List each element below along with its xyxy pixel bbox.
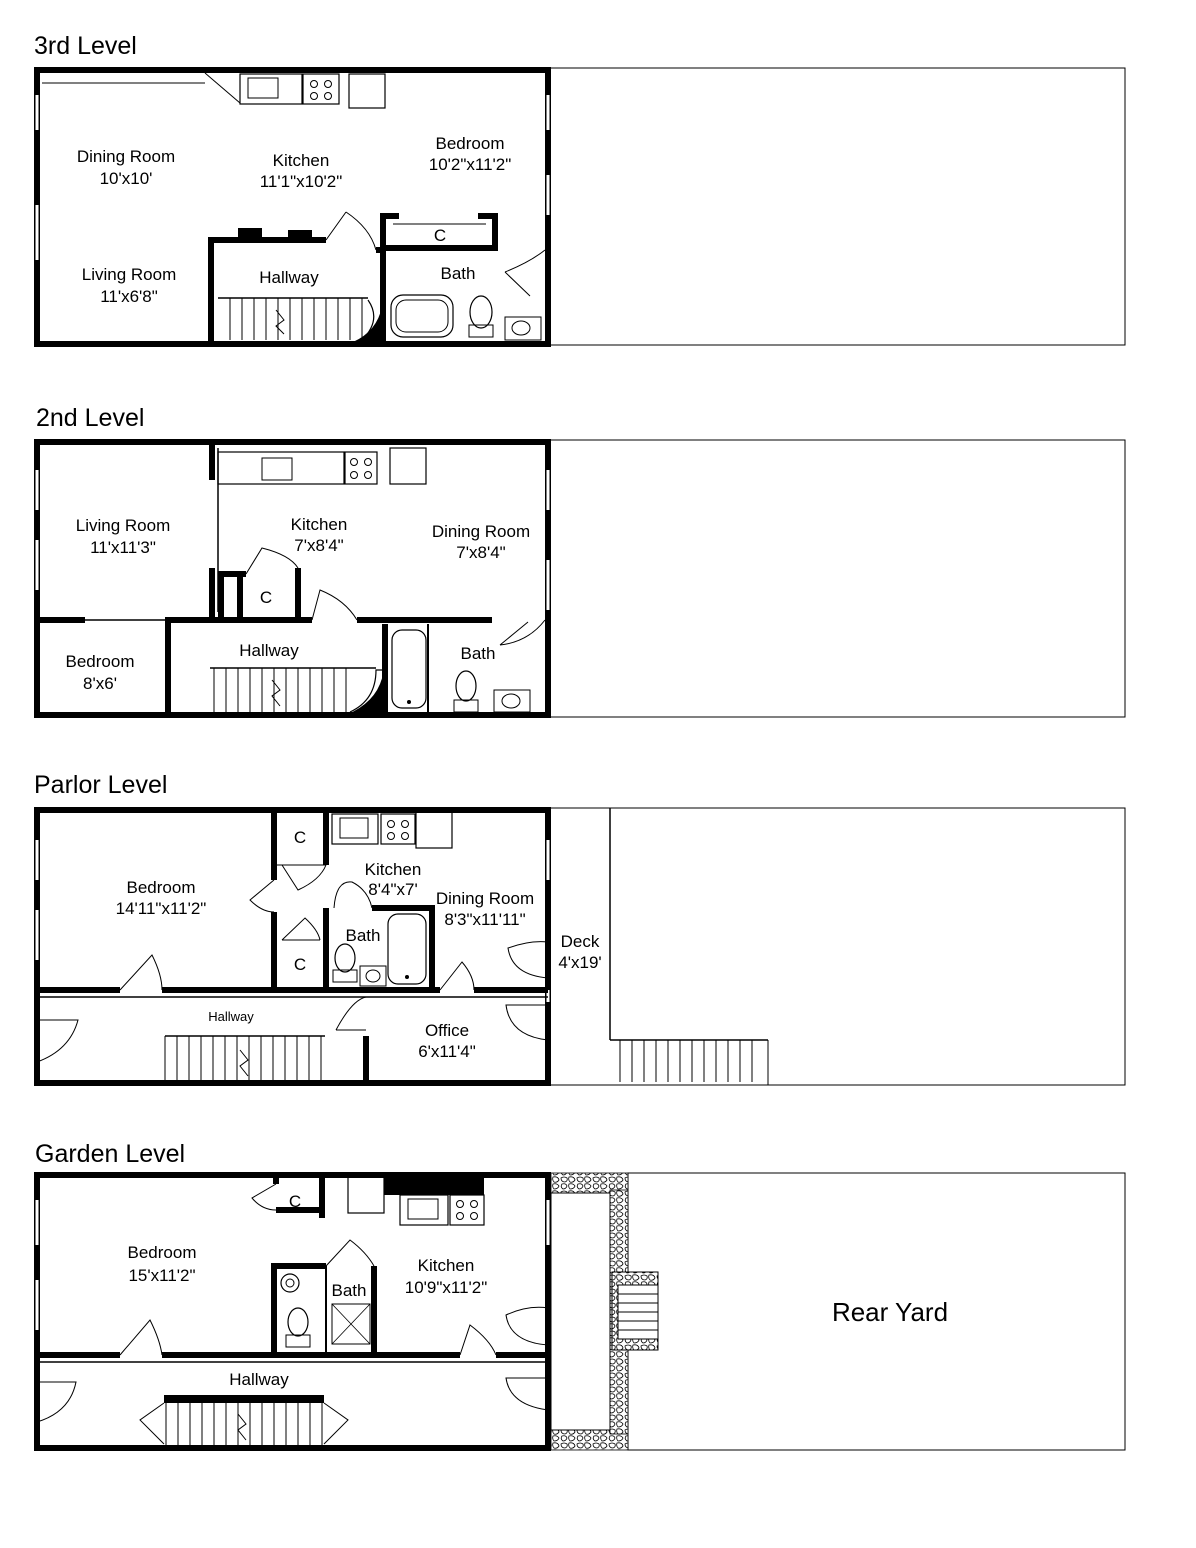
parlor-deck-dim: 4'x19' bbox=[558, 953, 602, 972]
parlor-kitchen-dim: 8'4"x7' bbox=[368, 880, 418, 899]
second-bedroom-name: Bedroom bbox=[65, 652, 135, 671]
parlor-bedroom-name: Bedroom bbox=[126, 878, 196, 897]
second-hallway-name: Hallway bbox=[239, 641, 299, 660]
second-bedroom-dim: 8'x6' bbox=[83, 674, 117, 693]
garden-rear-yard-name: Rear Yard bbox=[831, 1297, 949, 1327]
second-level-title: 2nd Level bbox=[36, 404, 145, 432]
second-dining-dim: 7'x8'4" bbox=[456, 543, 506, 562]
second-kitchen-dim: 7'x8'4" bbox=[294, 536, 344, 555]
garden-kitchen-name: Kitchen bbox=[417, 1256, 475, 1275]
third-bedroom-dim: 10'2"x11'2" bbox=[428, 155, 512, 174]
second-living-dim: 11'x11'3" bbox=[90, 538, 156, 557]
third-bedroom-name: Bedroom bbox=[435, 134, 505, 153]
garden-bath-name: Bath bbox=[331, 1281, 367, 1300]
parlor-kitchen-name: Kitchen bbox=[364, 860, 422, 879]
third-hallway-name: Hallway bbox=[259, 268, 319, 287]
parlor-closet2-name: C bbox=[293, 955, 307, 974]
parlor-bedroom-dim: 14'11"x11'2" bbox=[115, 899, 207, 918]
third-closet-name: C bbox=[433, 226, 447, 245]
second-dining-name: Dining Room bbox=[431, 522, 531, 541]
second-level-plan bbox=[37, 440, 1125, 717]
garden-level-title: Garden Level bbox=[35, 1140, 186, 1168]
garden-level-plan bbox=[37, 1173, 1125, 1450]
second-kitchen-name: Kitchen bbox=[290, 515, 348, 534]
garden-bedroom-dim: 15'x11'2" bbox=[128, 1266, 196, 1285]
parlor-hallway-name: Hallway bbox=[208, 1009, 254, 1024]
third-bath-name: Bath bbox=[440, 264, 476, 283]
garden-kitchen-dim: 10'9"x11'2" bbox=[404, 1278, 488, 1297]
garden-bedroom-name: Bedroom bbox=[127, 1243, 197, 1262]
third-living-dim: 11'x6'8" bbox=[100, 287, 158, 306]
second-bath-name: Bath bbox=[460, 644, 496, 663]
third-level-title: 3rd Level bbox=[34, 32, 137, 60]
third-level-plan bbox=[37, 68, 1125, 345]
parlor-office-name: Office bbox=[424, 1021, 470, 1040]
second-living-name: Living Room bbox=[75, 516, 171, 535]
third-kitchen-name: Kitchen bbox=[272, 151, 330, 170]
parlor-level-title: Parlor Level bbox=[34, 771, 168, 799]
third-dining-name: Dining Room bbox=[76, 147, 176, 166]
third-living-name: Living Room bbox=[81, 265, 177, 284]
garden-hallway-name: Hallway bbox=[229, 1370, 289, 1389]
parlor-closet1-name: C bbox=[293, 828, 307, 847]
third-dining-dim: 10'x10' bbox=[99, 169, 153, 188]
garden-closet-name: C bbox=[288, 1192, 302, 1211]
parlor-bath-name: Bath bbox=[345, 926, 381, 945]
parlor-deck-name: Deck bbox=[560, 932, 600, 951]
parlor-dining-name: Dining Room bbox=[435, 889, 535, 908]
parlor-dining-dim: 8'3"x11'11" bbox=[444, 910, 526, 929]
second-closet-name: C bbox=[259, 588, 273, 607]
third-kitchen-dim: 11'1"x10'2" bbox=[259, 172, 343, 191]
parlor-office-dim: 6'x11'4" bbox=[418, 1042, 476, 1061]
